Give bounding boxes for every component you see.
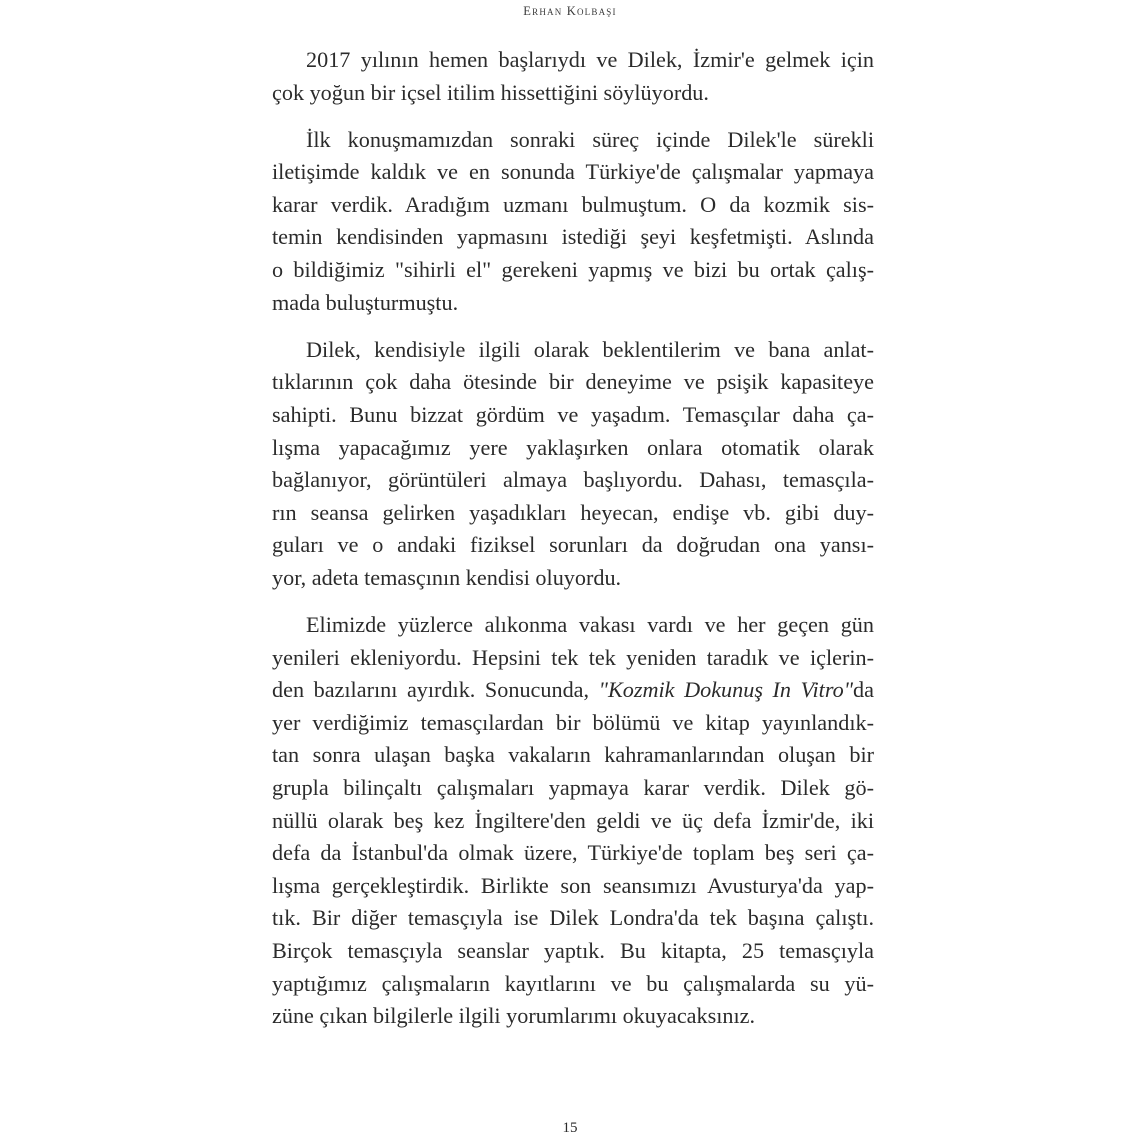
text-line: İlk konuşmamızdan sonraki süreç içinde Dilek'le sürekli [306,126,874,152]
text-line: züne çıkan bilgilerle ilgili yorumlarımı okuyacaksınız. [272,1003,756,1029]
text-line: rın seansa gelirken yaşadıkları heyecan, endişe vb. gibi duy- [272,499,874,525]
text-line: yor, adeta temasçının kendisi oluyordu. [272,564,622,590]
book-title-italic: "Kozmik Dokunuş In Vitro" [598,677,854,703]
text-line: Elimizde yüzlerce alıkonma vakası vardı ve her geçen gün [306,612,874,637]
text-line: Birçok temasçıyla seanslar yaptık. Bu kitapta, 25 temasçıyla [272,937,874,963]
text-segment: den bazılarını ayırdık. Sonucunda, [272,677,599,703]
text-line: lışma gerçekleştirdik. Birlikte son seansımızı Avusturya'da yap- [272,872,874,898]
text-line: mada buluşturmuştu. [272,289,459,315]
text-line: yaptığımız çalışmaların kayıtlarını ve bu çalışmalarda su yü- [272,970,874,996]
text-line: nüllü olarak beş kez İngiltere'den geldi ve üç defa İzmir'de, iki [272,807,874,833]
text-line: Dilek, kendisiyle ilgili olarak beklentilerim ve bana anlat- [306,336,874,362]
text-line: yer verdiğimiz temasçılardan bir bölümü ve kitap yayınlandık- [272,709,874,735]
text-line: grupla bilinçaltı çalışmaları yapmaya karar verdik. Dilek gö- [272,774,874,800]
text-line: defa da İstanbul'da olmak üzere, Türkiye'de toplam beş seri ça- [272,840,874,866]
text-line: çok yoğun bir içsel itilim hissettiğini söylüyordu. [272,79,709,105]
paragraph-3 [272,334,874,595]
text-line: temin kendisinden yapmasını istediği şeyi keşfetmişti. Aslında [272,224,874,250]
text-line: yenileri ekleniyordu. Hepsini tek tek yeniden taradık ve içlerin- [272,644,874,670]
text-line: guları ve o andaki fiziksel sorunları da doğrudan ona yansı- [272,532,874,558]
text-line: sahipti. Bunu bizzat gördüm ve yaşadım. Temasçılar daha ça- [272,401,874,427]
text-line: 2017 yılının hemen başlarıydı ve Dilek, İzmir'e gelmek için [306,47,874,72]
text-line: bağlanıyor, görüntüleri almaya başlıyordu. Dahası, temasçıla- [272,467,874,493]
paragraph-2 [272,124,874,320]
text-line-with-book-title [272,674,874,707]
text-line: iletişimde kaldık ve en sonunda Türkiye'de çalışmalar yapmaya [272,159,874,185]
paragraph-1 [272,44,874,109]
paragraph-4 [272,609,874,1033]
page-number: 15 [562,1120,578,1136]
body-text [272,44,874,1047]
text-segment: da [853,677,874,703]
text-line: o bildiğimiz "sihirli el" gerekeni yapmış ve bizi bu ortak çalış- [272,257,874,283]
text-line: karar verdik. Aradığım uzmanı bulmuştum. O da kozmik sis- [272,191,874,217]
running-head-author: Erhan Kolbaşı [523,4,617,18]
text-line: tan sonra ulaşan başka vakaların kahramanlarından oluşan bir [272,742,874,768]
text-line: lışma yapacağımız yere yaklaşırken onlara otomatik olarak [272,434,874,460]
text-line: tık. Bir diğer temasçıyla ise Dilek Londra'da tek başına çalıştı. [272,905,874,931]
text-line: tıklarının çok daha ötesinde bir deneyime ve psişik kapasiteye [272,369,874,395]
